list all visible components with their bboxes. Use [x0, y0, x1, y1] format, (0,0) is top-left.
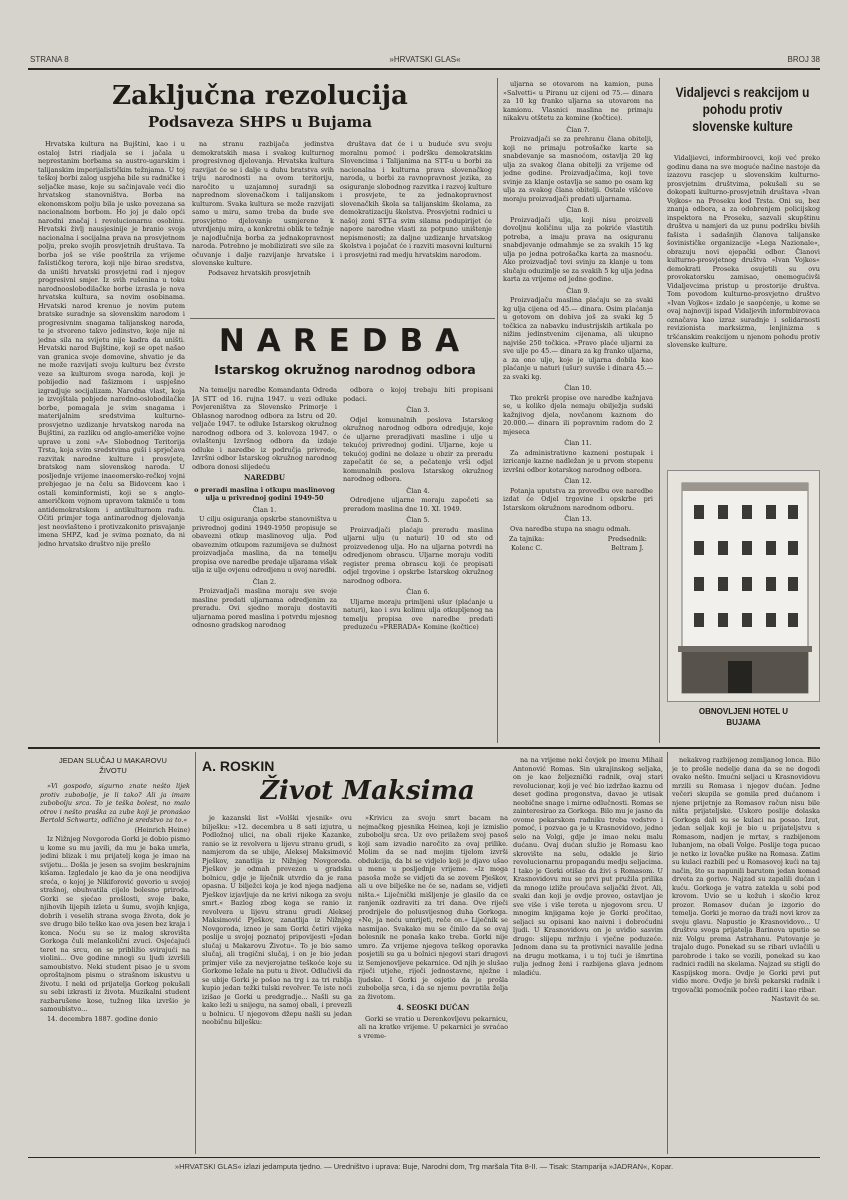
clan5-label: Član 5. — [406, 516, 430, 524]
sidebar-body-text: Vidaljievci, informbiroovci, koji već preko godinu dana na sve moguće načine nastoje da izazovu rascjep u slovenskim kulturno-prosvjetnim društvima, pokušali su se dokopati kulturno-prosvjetnih društava »Ivan Vojkos« na Proseku kod Trsta. Oni su, bez znanja odbora, a za odobrenjem policijskog inspektora na Proseku, sazvali skupštinu društva u namjeri da uz punu podršku bivših fašista i sadašnjih članova talijanske šovinističke organizacije »Lega Nazionale«, obrazuju novi ejepački odbor. Članovi kulturno-prosvjetnog društva »Ivan Vojkos« demokrati Proseka osujetili su ovu provokatorsku zamisao, onemogućivši Vidaljevcima pristup u prostorije društva. Tom povodom kulturno-prosvjetno društvo »Ivan Vojkos« izdalo je saopćenje, u kome se ovaj najnoviji ispad Vidaljevih informbirovaca označava kao izraz suradnje i solidarnosti revizionista marksizma, lenjinizma s tršćanskim reakcijom u njenom pohodu protiv slovenske kulture. — [667, 154, 820, 349]
clan3-label: Član 3. — [406, 406, 430, 414]
resolution-col3 — [340, 140, 492, 312]
resolution-col3-text: društava dat će i u buduće svu svoju moralnu pomoć i podršku demokratskim Slovencima i Talijanima na STT-u u borbi za nacionalna i kulturna prava slovenačkog naroda, u borbi za ravnopravnost jezika, za osiguranje slobodnog razvitka i razvoj kulture i prosvjete, te za jednakopravnost slovenačkih škola sa talijanskim školama, za demokratizaciju školstva. Prosvjetni radnici u našoj zoni STT-a svim silama podupirijet će napore narodne vlasti za potpuno uništenje nepismenosti; za daljne uzdizanje hrvatskog školstva i pojačat će i razviti masovni kulturni i prosvjetni rad medju hrvatskim narodom. — [340, 140, 492, 259]
gorky-continued: Nastavit će se. — [771, 995, 820, 1003]
gorky-col1-text: je kazanski list »Volški vjesnik« ovu bilješku: »12. decembra u 8 sati izjutra, u Podložnoj ulici, na obali rijeke Kazanke, ranio se iz revolvera u lijevu stranu grudi, s namjerom da se ubije, Aleksej Maksimović Pješkov, zanatlija iz Nižnjeg Novgoroda. Pješkov je odmah prevezen u gradsku bolnicu, gdje je liječnik utvrdio da je rana opasna. U bilježci koja je kod njega nadjena Pješkov izjavljuje da ne krivi nikoga za svoju smrt.« Bazlog zbog koga se ranio iz revolvera u lijevu stranu grudi Aleksej Maksimović Pješkov, zanatlija iz Nižnjeg Novgoroda, izneo je sam Gorki četiri vijeka poslije u svojoj poznatoj pripovijesti »Jedan slučaj u Makarovu Životu«. To je bio samo slučaj, ali tragični slučaj, i on je bio jedan primjer više za nevjerojatne teškoće koje su Gorkome ležale na putu u život. Odlučivši da se ubije Gorki je pošao na trg i za tri rublja kupio jedan težki tulski revolver. Te iste noći izišao je Gorki u predgradje... Našli su ga kako leži u snijegu, na samoj obali, i prevezli u bolnicu. U njegovom džepu našli su jedan neobičnu bilješku: — [202, 814, 352, 1026]
clan7-text: Proizvadjači se za prehranu člana obitelji, koji ne primaju potrošačke karte sa snabdevanje sa masnoćom, ostavlja 20 kg ulja za svakog člana obitelji za vrijeme od jedne godine. Proizvadjačima, koji tove svinje za klanje ostavlja se samo po osam kg ulja za svakog člana obitelji. Ostale višćove moraju proizvadjači predati uljarnama. — [503, 135, 653, 203]
gorky-section-head: 4. SEOSKI DUĆAN — [396, 1003, 470, 1012]
sidebar-title: Vidaljevci s reakcijom u pohodu protiv slovenske kulture — [675, 85, 810, 134]
hotel-photo — [667, 470, 820, 702]
naredba-title: NAREDBA — [218, 323, 472, 359]
left-epigraph: »Vi gospodo, sigurno znate nešto lijek protiv zubobolje, je li tako? Ali ja imam zubobolju srca. To je teška bolest, no malo otrov i nešto praška za zube koji je pronašao Bertold Schwartz, odlično je sredstvo za to.« — [40, 782, 190, 824]
clan1-label: Član 1. — [252, 505, 277, 514]
photo-caption: OBNOVLJENI HOTEL U BUJAMA — [698, 707, 789, 727]
gorky-col2 — [358, 814, 508, 1152]
mid-rule — [28, 747, 820, 749]
clan2-text: Proizvadjači maslina moraju sve svoje masline predati uljarnama odredjenim za preradu. Ovi sjedno moraju dostaviti uljarnama pored maslina i potvrdu mjesnog odnosno gradskog narodnog — [192, 587, 337, 629]
naredba-intro: Na temelju naredbe Komandanta Odreda JA STT od 16. rujna 1947. u vezi odluke Povjereništva za Slovensko Primorje i Oblasnog narodnog odbora za Istru od 20. veljače 1947. te odluke Istarskog okružnog narodnog odbora od 3. kolovoza 1947. o ovlaštenju Izvršnog odbora da izdaje odluke i naredbe iz područja privrede, Izvršni odbor Istarskog okružnog narodnog odbora donosi slijedeću — [192, 386, 337, 471]
paper-name: »HRVATSKI GLAS« — [389, 55, 461, 64]
clan6-label: Član 6. — [406, 588, 430, 596]
naredba-heading2: o preradi maslina i otkupu maslinovog ulja u privrednoj godini 1949-50 — [194, 485, 335, 502]
header-rule — [28, 68, 820, 70]
naredba-col2 — [343, 386, 493, 740]
gorky-author: A. ROSKIN — [202, 758, 275, 774]
clan9-text: Proizvadjaču maslina plaćaju se za svaki kg ulja cijena od 45.— dinara. Osim plaćanja u gotovom on dobiva još za svaki kg 5 točkica za nabavku industrijskih artikala po nižim jedinstvenim cijenama, ali ukupno najviše 250 točkica. »Pravo plaće uljarni za sve ulje po 45.— dinara za kg franko uljarna, a za ono ulje, koje je uljarna dobila kao plaćanje u naturi (ušur) suviše i dinara 45.— za svaki kg. — [503, 296, 653, 381]
clan8-label: Član 8. — [566, 206, 590, 214]
left-date-line: 14. decembra 1887. godine donio — [47, 1014, 158, 1023]
sidebar-body — [667, 154, 820, 466]
naredba-col1 — [192, 386, 337, 740]
gorky-col3-text: na na vrijeme neki čovjek po imenu Mihail Antonović Romas. Sin ukrajinskog seljaka, on je kao željeznički radnik, ovaj stari revolucionar, koji je već bio izdržao kaznu od deset godina progonstva, davao je utisak neobične snage i mirne odlučnosti. Romas se zainteresirao za Gorkoga. Bilo mu je jasno da ovome pekarskom radniku treba vodstvo i pomoć, i pozvao ga je u Krasnovidovo, jedno selo na Volgi, gdje je imao neku malu dućanu. Ovaj dućan služio je Romasu kao skrovište na selu, odakle je širio revolucionarnu propagandu medju seljacima. I tako je Gorki otišao da živi s Romasom. U Krasnovidovu mu se prvi put pružila prilika da mnogo izliže proučava seljački život. Ali, svaki dan koji je ovdje proveo, ostavljao je sve više i više tereta u njegovom srcu. U mnogim knjigama koje je Gorki pročitao, seljaci su opisani kao naivni i dobroćudni ljudi. U Krasnovidovu on je uvidio sasvim drugo: slijepu mržnju i vječne poduzeće. Jednom dana su ta protivnici navalile jedna na drugu motkama, i u toj tući je išmrtina rulja jednog ženi i razbijena glava jednom mladiću. — [513, 756, 663, 977]
clan13-label: Član 13. — [564, 515, 592, 523]
gorky-col2-end: Gorki se vratio u Derenkovljevu pekarnicu, ali na kratko vrijeme. U pekarnici je svraćao s vreme- — [358, 1014, 508, 1040]
footer-rule — [28, 1157, 820, 1158]
resolution-title: Zaključna rezolucija — [112, 81, 408, 111]
resolution-col1 — [38, 140, 185, 740]
column-rule-3 — [497, 78, 498, 743]
clan2-label: Član 2. — [252, 577, 277, 586]
naredba-top-rule — [190, 318, 495, 319]
clan1-text: U cilju osiguranja opskrbe stanovništva u privrednoj godini 1949-1950 propisuje se obavezni otkup maslinovog ulja. Pod obaveznim otkupom razumijeva se dužnost proizvadjača maslina, da na temelju propisa ove naredbe predaje uljarama višak ulja iz ulje ovjenu odredjenu u ovoj naredbi. — [192, 515, 337, 574]
column-rule-4 — [659, 78, 660, 743]
resolution-subtitle: Podsaveza SHPS u Bujama — [147, 113, 373, 131]
clan5-text: Proizvadjači plaćaju preradu maslina uljarni ulju (u naturi) 10 od sto od proizvedenog ulja. Ho na uljarna potvrdi na odredjenom obrascu. Uljarne moraju voditi register prema obrascu koji će propisati odjel trgovine i opskrbe Istarskog okružnog narodnog odbora. — [343, 525, 493, 585]
clan10-text: Tko prekrši propise ove naredbe kažnjava se, u koliko djela nemaju obilježja sudski kažnjivog djela, novčanom kaznom do 20.000.— dinara ili popravnim radom do 2 mjeseca — [503, 393, 653, 436]
clan6-text: Uljarne moraju primljeni ušur (plaćanje u naturi), kao i svu kolimu ulja otkupljenog na temelju propisa ove naredbe predati preduzeću »PRERADA« Komine (kočtice) — [343, 597, 493, 631]
naredba-signatures — [503, 535, 653, 552]
left-heading: JEDAN SLUČAJ U MAKAROVU ŽIVOTU — [59, 756, 167, 775]
gorky-col4-text: nekakvog razbijenog zemljanog lonca. Bilo je to prošle nedelje dana da se ne dogodi ovako nešto. Imućni seljaci u Krasnovidovu mrzili su Romasa i njegov dućan. Jedne večeri skupila se gomila pred dućanom i njene prijetnje za Romasov račun nisu bile ništa prijateljske. Uskoro poslije dolaska Gorkoga dali su se kulaci na posao. Izut, jedan seljak koji je bio u prijateljstvu s Romasom, nadjen je mrtav, s razbijenom lubanjom, na obali Volge. Poslije toga pucao je netko iz lovačke puške na Romasa. Zatim su kulaci razbili peć u Romasovoj kući na taj način, što su napunili barutom jedan komad drveta za gorivo. Najzad su zapalili dućan i kuću. Gorkoga je vatra zatekla u sobi pod krovom. Uvio se u kožuh i skočio kroz prozor. Romasov dućan je izgorio do temelja. Gorki je morao da traži novi krov za svoju glavu. Napustio je Krasnovidovo... U društvu svoga prijatelja Barinova uputio se niz Volgu prema Astrahanu. Putovanje je trajalo dugo. Ponekad su se ribari uvlačili u parobrode i tako se vozili, ponekad su kao radnici radili na skelama. Najzad su stigli do Kaspijskog mora. Ovdje je Gorki prvi put vidio more. Ovdje je bivši pekarski radnik i trgovački pomoćnik počeo raditi i kao ribar. — [672, 756, 820, 994]
naredba-heading: NAREDBU — [243, 473, 286, 482]
resolution-col2 — [192, 140, 334, 312]
clan9-label: Član 9. — [566, 286, 590, 295]
clan12-label: Član 12. — [564, 477, 592, 485]
sig-left-role: Za tajnika: — [509, 535, 545, 543]
column-rule-left — [195, 752, 196, 1154]
clan11-text: Za administrativno kazneni postupak i izricanje kazne nadležan je u prvom stepenu izvršni odbor kotarskog narodnog odbora. — [503, 448, 653, 474]
page-label: STRANA 8 — [30, 55, 69, 64]
sig-left-name: Kolenc C. — [511, 543, 543, 552]
left-epigraph-author: (Heinrich Heine) — [134, 825, 190, 834]
sig-right-role: Predsednik: — [607, 535, 647, 543]
resolution-col2-text: na stranu razbijača jedinstva demokratskih masa i svakog kulturnog progresivnog djelovanja. Hrvatska kultura razvijat će se i dalje u duhu bratstva svih triju narodnosti na ovom teritoriju, naročito u uzajamnoj suradnji sa naprednom slovenačkom i talijanskom kulturom. Svaka kultura se može razvijati samo u miru, samo treba da bude sve prosvjetno djelovanje usmjereno k utvrdjenju mira, a konkretni oblik te težnje je najodlučnija borba za jednakopravnost naroda. Potrebno je mobilizirati sve sile za očuvanje i dalje razvijanje hrvatske i slovenske kulture. — [192, 140, 334, 267]
resolution-col1-text: Hrvatska kultura na Bujštini, kao i u ostaloj Istri riadjala se i jačala u neprestanim borbama sa austro-ugarskim i talijanskim imperijalističkim težnjama. U toj teškoj borbi zalog uspjeha bile su radničke i seljačke mase, koje su sačinjavale veći dio hrvatskog stanovništva. Borba na ekonomskom polju bila je usko povezana sa nacionalnom borbom. Ho joj je dalo opći narodni značaj i revolucionarnu osobinu. Hrvatski življ nausjesinije je branio svoja nacionalna i socijalna prava na prosvjetnom polju, preko svojih prosvjetnih društava. Ta borba još se više pooštrila za vrijeme fašističkog terora, koji nije birao sredstva, da uništi hrvatski prosvjetni rad i njegov progresivni smjer. Iz svih rušenina u toku narodnooslobodilačke borbe izrasla je nova hrvatska kultura, sa novim osobinama. Hrvatski narod krenuo je novim putem bratske suradnje sa slovenskim narodom i progresivnim snagama talijanskog naroda, te je stvoreno takvo jedinstvo, koje nije ni jedna sila na svijetu nije kadra da uništi. Hrvatski narod Bujštine, koji se opet našao van granica svoje domovine, shvatio je da ne može razvijati svoju kulturu bez čvrste veze sa kulturom svoga naroda, koji je pobijedio nad fašizmom i uspješno izgradjuje socijalizam. Narodna vlast, koja je izvojštala pobjede narodno-oslobodilačke borbe, pomagala je svim snagama i materijalnim sredstvima kulturno-prosvjetno uzdizanje hrvatskog naroda na Bujštini, za razliku od anglo-američke vojne uprave u zoni »A« Slobodnog Teritorija Trsta, koja svim sredstvima guši i sprječava razvitak narodne kulture i prosvjete, bratskog nam slovenskog naroda. U posljednje vrijeme inaeomersko-rečkoj vojni prebjegao je na čelu sa Bidovcem kao i ostali kominformisti, koji se s anglo-američkom vojnom upravom takmiče u tom antidemokratskom i antikulturnom radu. Očiti primjer toga antinarodnog djelovanja jest neovlašteno i protivzakonito prisvajanje imena SHPZ, kad je svima poznato, da ni jedno hrvatsko društvo nije prešlo — [38, 140, 185, 548]
footer-text: »HRVATSKI GLAS« izlazi jedamputa tjedno. — Uredništvo i uprava: Buje, Narodni dom, Trg maršala Tita 8-II. — Tisak: Stamparija »JADRAN«, Kopar. — [174, 1162, 674, 1171]
clan12-text: Potanja uputstva za provedbu ove naredbe izdat će Odjel trgovine i opskrbe pri Istarskom okružnom narodnom odboru. — [503, 486, 653, 512]
gorky-col4 — [672, 756, 820, 1152]
clan10-label: Član 10. — [564, 384, 592, 392]
clan7-label: Član 7. — [566, 125, 590, 134]
issue-label: BROJ 38 — [787, 55, 820, 64]
clan11-label: Član 11. — [564, 439, 592, 447]
clan3-text: Odjel komunalnih poslova Istarskog okružnog narodnog odbora odredjuje, koje će uljarne preradjivati masline i ulje u tekućoj privrednoj godini. Uljarne, koje u tekućoj godini ne dolaze u obzir za preradu zapečatit će se, a pečatenje vrši odjel komunalnih poslova Istarskog okružnog narodnog odbora. — [343, 415, 493, 483]
naredba-col2-a: odbora o kojoj trebaju biti propisani podaci. — [343, 386, 493, 403]
hotel-building-image — [668, 471, 820, 702]
left-body: Iz Nižnjeg Novgoroda Gorki je dobio pismo u kome su mu javili, da mu je baka umrla, jedini blizak i mu prijatelj koga je imao na svijetu... Došla je jesen sa svojim beskrajnim kišama. Izgledalo je kao da je ona neodijiva sreća, o kojoj je Nikiforović govorio u svojoj strašnoj, obuhvatila cijelo bolesno priroda. Gorki se sjećao prošlosti, svoje bake, njihovih lijepih izleta u šumu, svojih knjiga, dobrih i veselih strana svoga života, dok je sve drugo bilo teško kao ova jesen bez kraja i konca. Noću su se iz malog skrovišta Gorkoga čuli melankolični zvuci. Osjećajući teret na srcu, on se približio svirajući na violini... Ove godine mnogi su ljudi izvršili samoubistvo. Neki student pisao je u svom oproštajnom pismu o strašnom iskustvu u životu. I neki od prijatelja Gorkog pokušali su sebi izkrasti iz života. Muzikalni student razbarušene kose, tužnog lika izvršio je samoubistvo... — [40, 835, 190, 1013]
gorky-title: Život Maksima — [260, 776, 475, 806]
gorky-col1 — [202, 814, 352, 1152]
gorky-col2-text: »Krivicu za svoju smrt bacam na nejmačkog pjesnika Heinea, koji je izmislio zubobolju srca. Uz ovo prilažem svoj pasoš koji sam izvadio naročito za ovaj prilike. Molim da se nad mojim tijelom izvrši obdukcija, da bi se vidjelo koji je djavo ušao u mene u posljednje vrijeme. »Iz moga pasoša može se vidjeti da se zovem Pješkov, ali u ove bilješke ne će se, nadam se, vidjeti ništa.« Liječnički mišljenje je glasilo da ce ranjenik ozdraviti za tri dana. Ove riječi prodrijele do polusvijesnog duha Gorkoga. »Ne, ja neću umrijeti, reče on.« Liječnik se nasmijao. Svakako mu se činilo da se ovaj bolesnik ne ponaša kako treba. Gorki nije umro. Za vrijeme njegova teškog oporavka posjetili su ga u bolnici njegovi stari drugovi iz Semjenovljeve pekarnice. Od njih je slušao riječi utjehe, riječi jednostavne, nježne i ljudske. I Gorki je osjetio da je prošla zubobolja srca, i da se njemu povratila želja za životom. — [358, 814, 508, 1001]
column-rule-right — [667, 752, 668, 1154]
left-column-text — [40, 782, 190, 1152]
naredba-col3-a: uljarna se otovarom na kamion, puna »Salvetti« u Piranu uz cijeni od 75.— dinara za 10 kg franko uljarna sa utovarom na kamionu. Vlasnici maslina ne primaju nikakvu otštetu za komine (kočtice). — [503, 80, 653, 122]
clan4-label: Član 4. — [406, 486, 430, 495]
gorky-col3 — [513, 756, 663, 1152]
clan4-text: Odredjene uljarne moraju započeti sa preradom maslina dne 10. XI. 1949. — [343, 496, 493, 513]
naredba-col3 — [503, 80, 653, 740]
resolution-signature: Podsavez hrvatskih prosvjetnih — [208, 268, 311, 277]
naredba-subtitle: Istarskog okružnog narodnog odbora — [214, 362, 476, 377]
sig-right-name: Beltram J. — [611, 543, 644, 552]
clan13-text: Ova naredba stupa na snagu odmah. — [510, 524, 631, 533]
clan8-text: Proizvadjači ulja, koji nisu proizveli dovoljnu količinu ulja za pokriće vlastitih potreba, a imaju prava na osiguranu snabdjevanje odmahmje se za svakih 15 kg ulja po jedna potrošačka karta za masnoću. Ako proizvadjač tovi svinju za klanje u tom slučaju oduzimlje se za svakih 5 kg ulja jedna karta za vrijeme od jedne godine. — [503, 215, 653, 283]
